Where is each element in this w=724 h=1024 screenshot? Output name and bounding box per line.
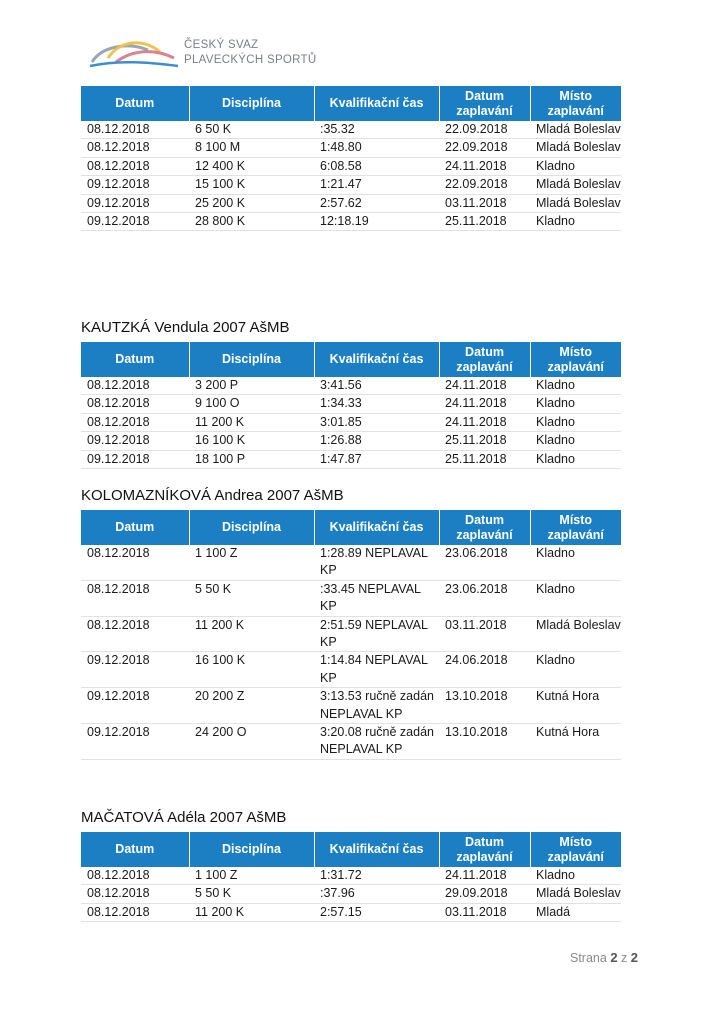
cell-time: 3:01.85 — [314, 413, 439, 431]
column-header-date: Datum — [81, 510, 189, 545]
cell-swim-date: 25.11.2018 — [439, 213, 530, 231]
cell-time: 3:20.08 ručně zadán NEPLAVAL KP — [314, 724, 439, 760]
cell-swim-date: 13.10.2018 — [439, 688, 530, 724]
cell-place: Mladá Boleslav — [530, 194, 621, 212]
cell-discipline: 28 800 K — [189, 213, 314, 231]
table-row — [81, 580, 621, 616]
column-header-discipline: Disciplína — [189, 832, 314, 867]
cell-date: 08.12.2018 — [81, 157, 189, 175]
column-header-swim-date: Datum zaplavání — [439, 86, 530, 121]
cell-swim-date: 22.09.2018 — [439, 121, 530, 139]
column-header-qualification-time: Kvalifikační čas — [314, 832, 439, 867]
cell-time: 1:28.89 NEPLAVAL KP — [314, 545, 439, 580]
cell-discipline: 11 200 K — [189, 616, 314, 652]
cell-date: 09.12.2018 — [81, 432, 189, 450]
org-logo — [88, 30, 338, 76]
cell-place: Kladno — [530, 545, 621, 580]
cell-time: 2:57.15 — [314, 903, 439, 921]
cell-time: 1:26.88 — [314, 432, 439, 450]
cell-place: Kladno — [530, 395, 621, 413]
column-header-date: Datum — [81, 86, 189, 121]
column-header-swim-place: Místo zaplavání — [530, 832, 621, 867]
cell-discipline: 24 200 O — [189, 724, 314, 760]
cell-place: Kladno — [530, 413, 621, 431]
cell-place: Kutná Hora — [530, 724, 621, 760]
results-section-kolomaznikova — [81, 486, 621, 760]
cell-place: Kutná Hora — [530, 688, 621, 724]
cell-swim-date: 22.09.2018 — [439, 139, 530, 157]
cell-date: 09.12.2018 — [81, 213, 189, 231]
table-row — [81, 885, 621, 903]
cell-swim-date: 29.09.2018 — [439, 885, 530, 903]
cell-place: Kladno — [530, 652, 621, 688]
cell-date: 08.12.2018 — [81, 903, 189, 921]
results-section-kautzka — [81, 318, 621, 469]
column-header-swim-date: Datum zaplavání — [439, 832, 530, 867]
cell-time: 1:14.84 NEPLAVAL KP — [314, 652, 439, 688]
swimmer-heading: KOLOMAZNÍKOVÁ Andrea 2007 AšMB — [81, 487, 344, 504]
cell-time: 1:34.33 — [314, 395, 439, 413]
table-row — [81, 450, 621, 468]
cell-swim-date: 22.09.2018 — [439, 176, 530, 194]
cell-date: 09.12.2018 — [81, 652, 189, 688]
cell-time: 1:48.80 — [314, 139, 439, 157]
cell-discipline: 3 200 P — [189, 377, 314, 395]
cell-swim-date: 03.11.2018 — [439, 194, 530, 212]
cell-swim-date: 23.06.2018 — [439, 580, 530, 616]
cell-discipline: 25 200 K — [189, 194, 314, 212]
cell-place: Mladá Boleslav — [530, 139, 621, 157]
cell-date: 08.12.2018 — [81, 545, 189, 580]
cell-time: :35.32 — [314, 121, 439, 139]
cell-place: Mladá Boleslav — [530, 176, 621, 194]
table-row — [81, 213, 621, 231]
results-table — [81, 342, 621, 469]
cell-date: 09.12.2018 — [81, 450, 189, 468]
table-row — [81, 724, 621, 760]
total-pages: 2 — [630, 950, 638, 965]
cell-swim-date: 03.11.2018 — [439, 616, 530, 652]
column-header-qualification-time: Kvalifikační čas — [314, 510, 439, 545]
column-header-swim-place: Místo zaplavání — [530, 86, 621, 121]
cell-discipline: 9 100 O — [189, 395, 314, 413]
cell-date: 09.12.2018 — [81, 194, 189, 212]
cell-discipline: 8 100 M — [189, 139, 314, 157]
cell-swim-date: 24.11.2018 — [439, 395, 530, 413]
cell-time: 1:47.87 — [314, 450, 439, 468]
column-header-qualification-time: Kvalifikační čas — [314, 342, 439, 377]
column-header-swim-place: Místo zaplavání — [530, 342, 621, 377]
cell-discipline: 11 200 K — [189, 413, 314, 431]
table-row — [81, 413, 621, 431]
cell-date: 09.12.2018 — [81, 688, 189, 724]
cell-discipline: 1 100 Z — [189, 545, 314, 580]
column-header-qualification-time: Kvalifikační čas — [314, 86, 439, 121]
cell-swim-date: 13.10.2018 — [439, 724, 530, 760]
column-header-discipline: Disciplína — [189, 510, 314, 545]
cell-date: 08.12.2018 — [81, 867, 189, 885]
page-footer — [570, 950, 638, 965]
cell-time: 3:41.56 — [314, 377, 439, 395]
cell-date: 08.12.2018 — [81, 413, 189, 431]
cell-date: 08.12.2018 — [81, 121, 189, 139]
cell-date: 08.12.2018 — [81, 377, 189, 395]
results-section — [81, 86, 621, 231]
table-row — [81, 688, 621, 724]
column-header-date: Datum — [81, 342, 189, 377]
cell-discipline: 6 50 K — [189, 121, 314, 139]
cell-swim-date: 25.11.2018 — [439, 432, 530, 450]
cell-swim-date: 03.11.2018 — [439, 903, 530, 921]
cell-time: 1:31.72 — [314, 867, 439, 885]
table-row — [81, 867, 621, 885]
table-row — [81, 121, 621, 139]
swimming-federation-logo-icon — [88, 36, 180, 70]
org-name — [184, 38, 317, 68]
cell-date: 08.12.2018 — [81, 885, 189, 903]
cell-date: 08.12.2018 — [81, 395, 189, 413]
cell-time: 2:57.62 — [314, 194, 439, 212]
table-row — [81, 545, 621, 580]
cell-place: Kladno — [530, 867, 621, 885]
cell-date: 09.12.2018 — [81, 724, 189, 760]
table-row — [81, 194, 621, 212]
cell-swim-date: 25.11.2018 — [439, 450, 530, 468]
table-row — [81, 432, 621, 450]
cell-discipline: 15 100 K — [189, 176, 314, 194]
table-row — [81, 395, 621, 413]
swimmer-heading: MAČATOVÁ Adéla 2007 AšMB — [81, 809, 287, 826]
cell-date: 08.12.2018 — [81, 616, 189, 652]
cell-swim-date: 23.06.2018 — [439, 545, 530, 580]
cell-time: :37.96 — [314, 885, 439, 903]
cell-time: 3:13.53 ručně zadán NEPLAVAL KP — [314, 688, 439, 724]
column-header-swim-date: Datum zaplavání — [439, 510, 530, 545]
column-header-discipline: Disciplína — [189, 342, 314, 377]
cell-place: Kladno — [530, 377, 621, 395]
results-section-macatova — [81, 808, 621, 922]
page-label: Strana — [569, 951, 607, 965]
cell-time: 2:51.59 NEPLAVAL KP — [314, 616, 439, 652]
table-row — [81, 157, 621, 175]
cell-time: 12:18.19 — [314, 213, 439, 231]
cell-time: 6:08.58 — [314, 157, 439, 175]
cell-place: Kladno — [530, 432, 621, 450]
cell-time: :33.45 NEPLAVAL KP — [314, 580, 439, 616]
column-header-swim-date: Datum zaplavání — [439, 342, 530, 377]
table-row — [81, 176, 621, 194]
cell-place: Mladá Boleslav — [530, 616, 621, 652]
cell-date: 08.12.2018 — [81, 139, 189, 157]
results-table — [81, 86, 621, 231]
results-table — [81, 832, 621, 922]
cell-date: 09.12.2018 — [81, 176, 189, 194]
cell-swim-date: 24.11.2018 — [439, 867, 530, 885]
cell-discipline: 12 400 K — [189, 157, 314, 175]
cell-discipline: 5 50 K — [189, 885, 314, 903]
cell-time: 1:21.47 — [314, 176, 439, 194]
table-row — [81, 652, 621, 688]
column-header-date: Datum — [81, 832, 189, 867]
cell-place: Kladno — [530, 213, 621, 231]
table-row — [81, 139, 621, 157]
table-row — [81, 616, 621, 652]
table-row — [81, 377, 621, 395]
current-page: 2 — [610, 950, 618, 965]
swimmer-heading: KAUTZKÁ Vendula 2007 AšMB — [81, 319, 290, 336]
cell-place: Mladá — [530, 903, 621, 921]
table-row — [81, 903, 621, 921]
cell-discipline: 20 200 Z — [189, 688, 314, 724]
cell-place: Kladno — [530, 450, 621, 468]
cell-place: Kladno — [530, 157, 621, 175]
column-header-swim-place: Místo zaplavání — [530, 510, 621, 545]
org-name-line2: PLAVECKÝCH SPORTŮ — [184, 54, 317, 66]
cell-discipline: 5 50 K — [189, 580, 314, 616]
cell-place: Mladá Boleslav — [530, 121, 621, 139]
cell-discipline: 11 200 K — [189, 903, 314, 921]
cell-place: Kladno — [530, 580, 621, 616]
column-header-discipline: Disciplína — [189, 86, 314, 121]
cell-place: Mladá Boleslav — [530, 885, 621, 903]
cell-discipline: 1 100 Z — [189, 867, 314, 885]
cell-discipline: 16 100 K — [189, 652, 314, 688]
cell-swim-date: 24.11.2018 — [439, 377, 530, 395]
cell-discipline: 16 100 K — [189, 432, 314, 450]
cell-date: 08.12.2018 — [81, 580, 189, 616]
cell-swim-date: 24.11.2018 — [439, 413, 530, 431]
org-name-line1: ČESKÝ SVAZ — [184, 39, 259, 51]
cell-swim-date: 24.11.2018 — [439, 157, 530, 175]
cell-swim-date: 24.06.2018 — [439, 652, 530, 688]
page-separator: z — [621, 951, 628, 965]
results-table — [81, 510, 621, 760]
cell-discipline: 18 100 P — [189, 450, 314, 468]
